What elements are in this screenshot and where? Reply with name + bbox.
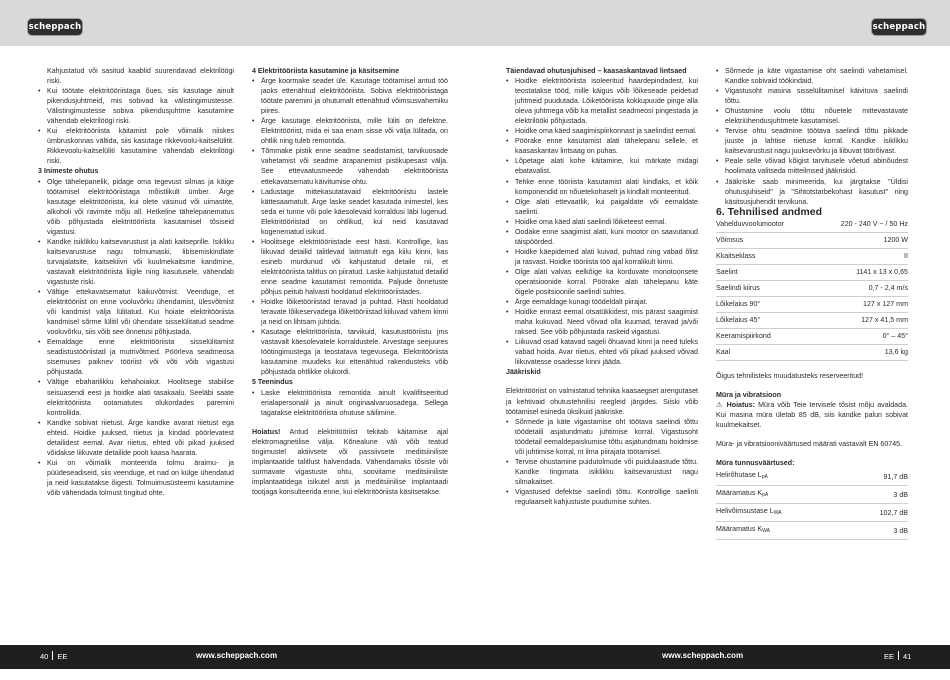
bullet-icon: •: [506, 157, 509, 166]
list-item-text: Vigastused defektse saelindi tõttu. Kontrollige saelinti regulaarselt kahjustuste puudumise suhtes.: [515, 487, 698, 506]
bullet-icon: •: [252, 117, 255, 126]
bullet-icon: •: [38, 288, 41, 297]
bullet-icon: •: [506, 177, 509, 186]
bullet-icon: •: [38, 127, 41, 136]
list-item: [38, 237, 234, 287]
list-item-text: Olge tähelepanelik, pidage oma tegevust silmas ja käige töötamisel elektritööriistaga mõistlikult ümber. Ärge kasutage elektritööriista, kui olete väsinud või uimastite, alkoholi või ravimite mõju all. Hetkeline tähelepanematus võib põhjustada elektritööriista kasutamisel tõsiseid vigastusi.: [47, 177, 234, 236]
bullet-icon: •: [716, 107, 719, 116]
list-item: [506, 156, 698, 176]
bullet-icon: •: [38, 338, 41, 347]
list-item: [506, 136, 698, 156]
spec-value: 1200 W: [836, 232, 908, 248]
list-item: [506, 76, 698, 126]
list-item-text: Pöörake enne kasutamist alati tähelepanu sellele, et kaasaskantav lintsaag on puhas.: [515, 137, 698, 156]
list-item-text: Oodake enne saagimist alati, kuni mootor on saavutanud täispöörded.: [515, 227, 698, 246]
warning-label: Hoiatus!: [252, 427, 281, 436]
noise-warning: [716, 400, 908, 430]
section-heading: 3 Inimeste ohutus: [38, 167, 99, 176]
list-item-text: Kui on võimalik monteerida tolmu äraimu- ja püüdeseadiseid, siis veenduge, et nad on külge ühendatud ja neid kasutatakse õigesti. Tolmuimusüsteemi kasutamine võib vähendada tolmust tingitud ohte.: [47, 458, 234, 497]
list-item: [716, 66, 908, 86]
list-item: [252, 327, 448, 377]
bullet-icon: •: [38, 458, 41, 467]
page-footer-bar: [0, 645, 950, 669]
list-item-text: Tõmmake pistik enne seadme seadistamist, tarvikuosade vahetamist või seadme ärapanemist pistikupesast välja. See ettevaatusmeede vähendab elektritööriista ettekavatsematu käivitumise ohtu.: [261, 147, 448, 186]
bullet-icon: •: [252, 77, 255, 86]
page-number-left: 40 EE: [40, 652, 68, 661]
noise-value: 3 dB: [850, 486, 908, 504]
list-item-text: Ladustage mittekasutatavaid elektritööriistu lastele kättesaamatult. Ärge laske seadet kasutada inimestel, kes seda ei tunne või pole käesolevaid korraldusi läbi lugenud. Elektritööriistad on ohtlikud, kui neid kasutavad kogenematud isikud.: [261, 187, 448, 236]
section-heading: Täiendavad ohutusjuhised – kaasaskantavad lintsaed: [506, 67, 687, 75]
list-item: [506, 297, 698, 307]
list-item-text: Vältige ebaharilikku kehahoiakut. Hoolitsege stabiilse seisuasendi eest ja hoidke alati tasakaalu. Seeläbi saate elektritööriista ootamatutes olukordades paremini kontrollida.: [47, 378, 234, 417]
list-item: [38, 177, 234, 237]
bullet-icon: •: [506, 247, 509, 256]
bullet-icon: •: [716, 127, 719, 136]
list-item: [38, 458, 234, 498]
list-item-text: Liikuvad osad katavad sageli õhuavad kinni ja need tuleks vabad hoida. Avar riietus, ehted või pikad juuksed võivad liikuvatesse osadesse kinni jääda.: [515, 338, 698, 367]
bullet-icon: •: [506, 227, 509, 236]
list-item: [252, 388, 448, 418]
bullet-icon: •: [252, 328, 255, 337]
bullet-icon: •: [506, 77, 509, 86]
table-row: [716, 232, 908, 248]
website-link[interactable]: www.scheppach.com: [662, 651, 744, 660]
website-link[interactable]: www.scheppach.com: [196, 651, 278, 660]
list-item: [506, 487, 698, 507]
note: Õigus tehnilisteks muudatusteks reserveeritud!: [716, 371, 864, 380]
noise-label: Määramatus $K_{WA}$: [716, 522, 850, 540]
warning-text: Antud elektritööriist tekitab käitamise ajal elektromagnetilise välja. Kõnealune väli võib teatud tingimustel aktiivsete või passiivsete meditsiiniliste implantaatide talitlust halvendada. Vähendamaks tõsiste või surmavate vigastuste ohtu, soovitame meditsiiniliste implantaatidega isikutel arsti ja meditsiinilise implantaadi tootjaga konsulteerida enne, kui elektritööriista käsitsetakse.: [252, 427, 448, 496]
list-item: [252, 297, 448, 327]
list-item-text: Tervise ohtu seadmine töötava saelindi tõttu pikkade juuste ja lahtise riietuse korral. Kandke isiklikku kaitsevarustust nagu juuksevõrku ja liibuvat töörõivast.: [725, 127, 908, 156]
section-heading: 4 Elektritööriista kasutamine ja käsitsemine: [252, 67, 400, 75]
paragraph: Kahjustatud või sasitud kaablid suurendavad elektrilöögi riski.: [47, 67, 234, 86]
spec-label: Võimsus: [716, 232, 836, 248]
bullet-icon: •: [506, 217, 509, 226]
list-item: [506, 247, 698, 267]
scheppach-logo: scheppach: [27, 18, 83, 36]
bullet-icon: •: [506, 298, 509, 307]
bullet-icon: •: [38, 87, 41, 96]
table-row: [716, 264, 908, 280]
noise-value: 3 dB: [850, 522, 908, 540]
list-item: [506, 126, 698, 136]
list-item-text: Hoidke lõiketööriistad teravad ja puhtad. Hästi hooldatud teravate lõikeservadega lõiketööriistad kiiluvad vähem kinni ja neid on lihtsam juhtida.: [261, 298, 448, 327]
column-3: [506, 66, 698, 507]
list-item-text: Lõpetage alati kohe käitamine, kui märkate midagi ebatavalist.: [515, 157, 698, 176]
spec-label: Vahelduvvoolumootor: [716, 217, 836, 233]
spec-value: 220 - 240 V ~ / 50 Hz: [836, 217, 908, 233]
bullet-icon: •: [38, 418, 41, 427]
section-heading: 5 Teenindus: [252, 378, 293, 387]
table-row: [716, 328, 908, 344]
list-item-text: Sõrmede ja käte vigastamise oht saelindi vahetamisel. Kandke sobivaid töökindaid.: [725, 67, 908, 86]
bullet-icon: •: [716, 67, 719, 75]
list-item-text: Laske elektritööriista remontida ainult kvalifitseeritud erialapersonalil ja ainult originaalvaruosadega. Sellega tagatakse elektritööriista ohutuse säilimine.: [261, 388, 448, 417]
section-heading: Jääkriskid: [506, 368, 541, 377]
list-item-text: Ärge eemaldage kunagi töödeldalt piirajat.: [515, 298, 648, 307]
bullet-icon: •: [716, 157, 719, 166]
warning-icon: ⚠: [716, 400, 727, 409]
section-heading: Müra ja vibratsioon: [716, 390, 782, 399]
list-item: [506, 267, 698, 297]
list-item-text: Sõrmede ja käte vigastamise oht töötava saelindi tõttu töödetaili asjatundmatu juhtimise korral. Vigastusoht töödetail eemaldepaiskumise tõttu asjatundmatu hoidmise või juhtimise korral, nt ilma piirajata töötamisel.: [515, 417, 698, 456]
spec-value: 127 x 127 mm: [836, 296, 908, 312]
list-item: [252, 187, 448, 237]
bullet-icon: •: [38, 177, 41, 186]
bullet-icon: •: [38, 378, 41, 387]
bullet-list: [252, 76, 448, 377]
list-item: [252, 237, 448, 297]
list-item-text: Hoolitsege elektritööriistade eest hästi. Kontrollige, kas liikuvad detailid talitlevad laitmatult ega kiilu kinni, kas esineb murdunud või kahjustatud detaile nii, et elektritööriista talitlus on piiratud. Laske kahjustatud detailid enne seadme kasutamist remontida. Paljude õnnetuste põhjus peitub halvasti hooldatud elektritööriistades.: [261, 237, 448, 297]
list-item: [38, 287, 234, 337]
spec-label: Saelint: [716, 264, 836, 280]
bullet-icon: •: [252, 187, 255, 196]
list-item-text: Hoidke käepidemed alati kuivad, puhtad ning vabad õlist ja rasvast. Hoidke tööriista töö ajal korralikult kinni.: [515, 247, 698, 266]
scheppach-logo: scheppach: [871, 18, 927, 36]
spec-value: 0° – 45°: [836, 328, 908, 344]
list-item-text: Kui töötate elektritööriistaga õues, siis kasutage ainult pikendusjuhtmeid, mis sobivad ka välistingimustesse. Välistingimustesse sobiva pikendusjuhtme kasutamine vähendab elektrilöögi riski.: [47, 87, 234, 126]
bullet-icon: •: [506, 197, 509, 206]
table-row: [716, 486, 908, 504]
table-row: [716, 248, 908, 264]
list-item: [506, 217, 698, 227]
list-item: [38, 418, 234, 458]
bullet-icon: •: [252, 147, 255, 156]
bullet-icon: •: [716, 177, 719, 186]
noise-value: 91,7 dB: [850, 468, 908, 486]
list-item-text: Hoidke ennast eemal otsatükkidest, mis pärast saagimist maha kukuvad. Need võivad olla kuumad, teravad ja/või raksed. See võib põhjustada raskeid vigastusi.: [515, 308, 698, 337]
bullet-icon: •: [506, 457, 509, 466]
list-item-text: Ärge kasutage elektritööriista, mille lüliti on defektne. Elektritööriist, mida ei saa enam sisse või välja lülitada, on ohtlik ning tuleb remontida.: [261, 117, 448, 146]
list-item-text: Peale selle võivad kõigist tarvitusele võetud abinõudest hoolimata valitseda mitteilmsed jääkriskid.: [725, 157, 908, 176]
warning-paragraph: [252, 427, 448, 497]
list-item: [716, 86, 908, 106]
list-item: [716, 106, 908, 126]
list-item-text: Hoidke elektritööriista isoleeritud haardepindadest, kui teostatakse tööd, mille käigus võib lõikeseade peidetud juhtmeid puudutada. Lõiketööriista kokkupuude pinge alla oleva juhtmega võib ka metallist seadmeosi pingestada ja elektrilööki põhjustada.: [515, 77, 698, 126]
bullet-icon: •: [506, 417, 509, 426]
list-item-text: Eemaldage enne elektritööriista sisselülitamist seadistustööriistad ja mutrivõtmed. Pöörleva seadmeosa sisemuses paiknev tööriist või võti võib vigastusi põhjustada.: [47, 338, 234, 377]
list-item-text: Tervise ohustamine puidutolmude või puidulaastude tõttu. Kandke tingimata isiklikku kaitsevarustust nagu silmakaitset.: [515, 457, 698, 486]
column-4: [716, 66, 908, 550]
list-item: [252, 76, 448, 116]
list-item: [506, 227, 698, 247]
spec-label: Kaal: [716, 344, 836, 360]
page-header-bar: [0, 0, 950, 46]
list-item: [506, 337, 698, 367]
list-item-text: Ärge koormake seadet üle. Kasutage töötamisel antud töö jaoks ettenähtud elektritööriista. Sobiva elektritööriistaga töötate paremini ja ohutumalt ettenähtud võimsusvahemiku piires.: [261, 77, 448, 116]
list-item-text: Olge alati valvas eelkõige ka korduvate monotoonsete operatsioonide korral. Pöörake alati tähelepanu käte õigele positsioonile saelindi suhtes.: [515, 267, 698, 297]
noise-label: Helirõhutase $L_{pA}$: [716, 468, 850, 486]
list-item: [716, 156, 908, 176]
bullet-icon: •: [506, 137, 509, 146]
list-item: [506, 417, 698, 457]
bullet-list: [38, 177, 234, 499]
bullet-icon: •: [252, 388, 255, 397]
list-item-text: Kasutage elektritööriista, tarvikuid, kasutustööriistu jms vastavalt käesolevatele korraldustele. Arvestage seejuures töötingimustega ja teostatava tegevusega. Elektritööriista kasutamine muudeks kui ettenähtud rakendusteks võib põhjustada ohtlikke olukordi.: [261, 328, 448, 377]
table-row: [716, 312, 908, 328]
warning-text: Müra võib Teie tervisele tõsist mõju avaldada. Kui masina müra ületab 85 dB, siis kandke palun sobivat kuulmekaitset.: [716, 400, 908, 429]
spec-label: Saelindi kiirus: [716, 280, 836, 296]
list-item: [716, 177, 908, 207]
table-row: [716, 217, 908, 233]
list-item-text: Tehke enne tööriista kasutamist alati kindlaks, et kõik komponendid on nõuetekohaselt ja kindlalt monteeritud.: [515, 177, 698, 196]
warning-label: Hoiatus:: [726, 400, 755, 409]
bullet-list: [716, 66, 908, 207]
paragraph: Elektritööriist on valmistatud tehnika kaasaegset arengutaset ja kehtivaid ohutustehnilisi reegleid järgides. Siiski võib töötamisel esineda üksikuid jääkriske.: [506, 387, 698, 416]
technical-data-heading: 6. Tehnilised andmed: [716, 205, 822, 218]
bullet-icon: •: [506, 308, 509, 317]
paragraph: Müra- ja vibratsiooniväärtused määrati vastavalt EN 60745.: [716, 439, 903, 448]
bullet-list: [38, 86, 234, 166]
spec-value: 13,6 kg: [836, 344, 908, 360]
list-item-text: Kandke sobivat riietust. Ärge kandke avarat riietust ega ehteid. Hoidke juuksed, riietus ja kindad pöörlevatest detailidest eemal. Avar riietus, ehted või pikad juuksed võidakse liikuvate detailide poolt kaasa haarata.: [47, 418, 234, 457]
list-item: [506, 177, 698, 197]
spec-value: 127 x 41,5 mm: [836, 312, 908, 328]
list-item-text: Kui elektritööriista käitamist pole võimalik niiskes ümbruskonnas vältida, siis kasutage rikkevoolu-kaitselülitit. Rikkevoolu-kaitselüliti kasutamine vähendab elektrilöögi riski.: [47, 127, 234, 166]
list-item-text: Jääkriske saab minimeerida, kui järgitakse "Üldisi ohutusjuhiseid" ja "Sihtotstarbekohast kasutust" ning käsitsusjuhendit tervikuna.: [725, 177, 908, 206]
bullet-icon: •: [506, 338, 509, 347]
bullet-list: [252, 388, 448, 418]
list-item-text: Kandke isiklikku kaitsevarustust ja alati kaitseprille. Isikliku kaitsevarustuse nagu tolmumaski, libisemiskindlate turvajalatsite, kaitsekiivri või kuulmekaitsme kandmine, vastavalt elektritööriista liigile ning kasutusele, vähendab vigastuste riski.: [47, 237, 234, 286]
table-row: [716, 280, 908, 296]
list-item-text: Hoidke oma käed alati saelindi lõiketeest eemal.: [515, 217, 667, 226]
list-item: [252, 146, 448, 186]
spec-value: 1141 x 13 x 0,65: [836, 264, 908, 280]
column-2: [252, 66, 448, 497]
list-item: [716, 126, 908, 156]
list-item-text: Vältige ettekavatsematut käikuvõtmist. Veenduge, et elektritööriist on enne vooluvõrku ühendamist, ülesvõtmist või kandmist välja lülitatud. Kui hoiate elektritööriista kandmisel sõrme lülitil või ühendate sisselülitatud seadme vooluvõrku, siis võib see õnnetusi põhjustada.: [47, 288, 234, 337]
noise-label: Helivõimsustase $L_{WA}$: [716, 504, 850, 522]
list-item: [38, 126, 234, 166]
technical-data-table: [716, 217, 908, 361]
table-row: [716, 468, 908, 486]
column-1: [38, 66, 234, 498]
spec-label: Keeramispiirkond: [716, 328, 836, 344]
noise-label: Määramatus $K_{pA}$: [716, 486, 850, 504]
noise-values-table: [716, 468, 908, 540]
table-row: [716, 522, 908, 540]
bullet-icon: •: [716, 87, 719, 96]
noise-value: 102,7 dB: [850, 504, 908, 522]
list-item: [506, 307, 698, 337]
list-item: [38, 337, 234, 377]
bullet-icon: •: [506, 127, 509, 136]
bullet-icon: •: [252, 298, 255, 307]
list-item: [506, 197, 698, 217]
list-item: [252, 116, 448, 146]
list-item: [38, 377, 234, 417]
spec-label: Lõikelaius 45°: [716, 312, 836, 328]
table-row: [716, 296, 908, 312]
list-item-text: Olge alati ettevaatlik, kui paigaldate või eemaldate saelinti.: [515, 197, 698, 216]
spec-label: Lõikelaius 90°: [716, 296, 836, 312]
section-heading: Müra tunnusväärtused:: [716, 458, 795, 467]
table-row: [716, 504, 908, 522]
list-item-text: Vigastusoht masina sisselülitamisel käivituva saelindi tõttu.: [725, 87, 908, 106]
table-row: [716, 344, 908, 360]
list-item-text: Hoidke oma käed saagimispiirkonnast ja saelindist eemal.: [515, 127, 697, 136]
spec-label: Kkaitseklass: [716, 248, 836, 264]
bullet-icon: •: [38, 237, 41, 246]
list-item: [38, 86, 234, 126]
page-number-right: EE 41: [884, 652, 912, 661]
spec-value: 0,7 - 2,4 m/s: [836, 280, 908, 296]
list-item-text: Ohustamine voolu tõttu nõuetele mittevastavate elektriühendusjuhtmete kasutamisel.: [725, 107, 908, 126]
spec-value: II: [836, 248, 908, 264]
bullet-list: [506, 417, 698, 507]
bullet-icon: •: [252, 237, 255, 246]
bullet-list: [506, 76, 698, 367]
bullet-icon: •: [506, 267, 509, 276]
bullet-icon: •: [506, 487, 509, 496]
list-item: [506, 457, 698, 487]
